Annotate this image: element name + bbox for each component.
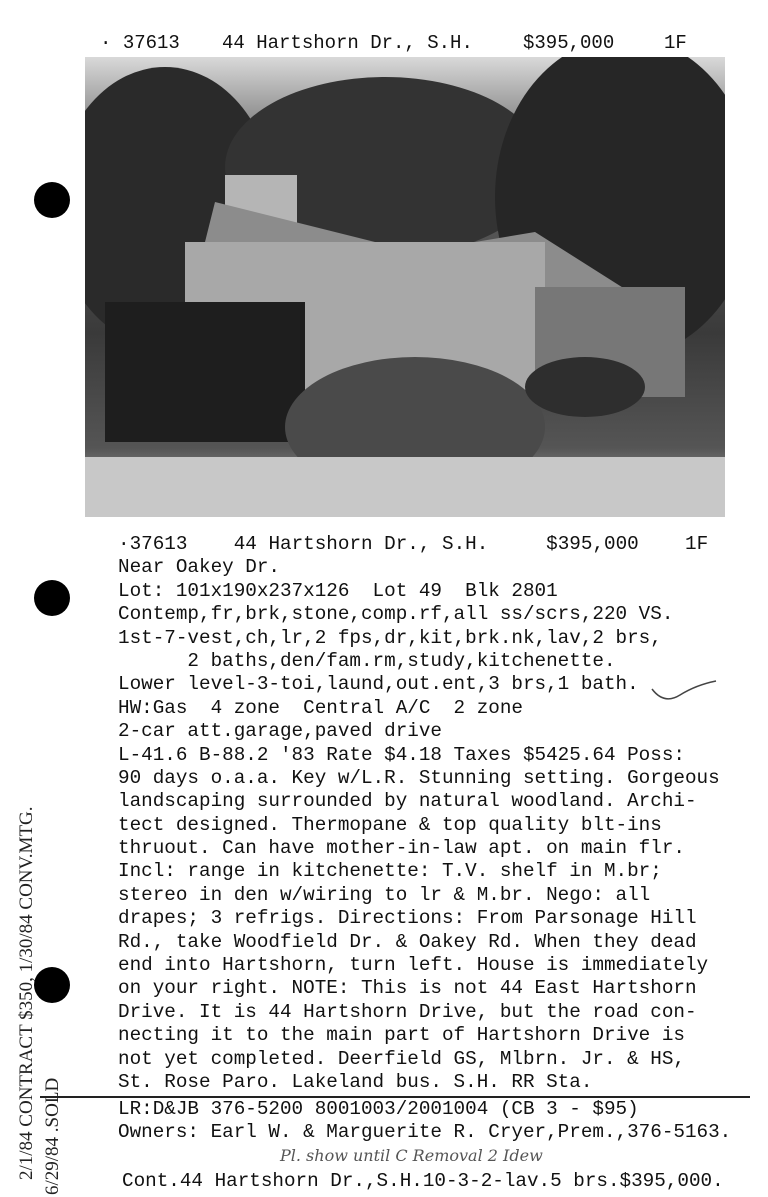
punch-hole [34, 580, 70, 616]
listing-body [118, 533, 720, 1094]
listing-line: necting it to the main part of Hartshorn Drive is [118, 1024, 685, 1047]
listing-line: Contemp,fr,brk,stone,comp.rf,all ss/scrs,220 VS. [118, 603, 674, 626]
footer-summary: Cont.44 Hartshorn Dr.,S.H.10-3-2-lav.5 brs.$395,000. [122, 1170, 724, 1192]
listing-line: thruout. Can have mother-in-law apt. on main flr. [118, 837, 685, 860]
header-address: 44 Hartshorn Dr., S.H. [222, 32, 473, 54]
body-header: ·37613 44 Hartshorn Dr., S.H. $395,000 1F [118, 533, 709, 555]
checkmark-icon [650, 675, 720, 705]
header-listing-no: · 37613 [100, 32, 180, 54]
listing-line: 90 days o.a.a. Key w/L.R. Stunning setting. Gorgeous [118, 766, 720, 789]
listing-line: 1st-7-vest,ch,lr,2 fps,dr,kit,brk.nk,lav,2 brs, [118, 626, 662, 649]
side-note-contract: 2/1/84 CONTRACT $350, 1/30/84 CONV.MTG. [16, 806, 37, 1180]
listing-line: 2-car att.garage,paved drive [118, 720, 442, 743]
listing-line: not yet completed. Deerfield GS, Mlbrn. Jr. & HS, [118, 1047, 685, 1070]
listing-line: drapes; 3 refrigs. Directions: From Parsonage Hill [118, 907, 697, 930]
listing-line: Incl: range in kitchenette: T.V. shelf in M.br; [118, 860, 662, 883]
listing-line: 2 baths,den/fam.rm,study,kitchenette. [118, 649, 616, 672]
contact-block [118, 1098, 731, 1145]
handwritten-note: Pl. show until C Removal 2 Idew [280, 1146, 543, 1165]
listing-line: end into Hartshorn, turn left. House is immediately [118, 954, 709, 977]
listing-line: Near Oakey Dr. [118, 556, 280, 579]
punch-hole [34, 967, 70, 1003]
side-note-sold: 6/29/84 .SOLD [42, 1077, 63, 1195]
house-photo [85, 57, 725, 517]
owners-line: Owners: Earl W. & Marguerite R. Cryer,Prem.,376-5163. [118, 1121, 732, 1144]
punch-hole [34, 182, 70, 218]
listing-line: HW:Gas 4 zone Central A/C 2 zone [118, 696, 523, 719]
header-type: 1F [664, 32, 687, 54]
lr-line: LR:D&JB 376-5200 8001003/2001004 (CB 3 - $95) [118, 1098, 639, 1120]
listing-line: L-41.6 B-88.2 '83 Rate $4.18 Taxes $5425.64 Poss: [118, 743, 685, 766]
listing-line: stereo in den w/wiring to lr & M.br. Nego: all [118, 883, 651, 906]
listing-line: Drive. It is 44 Hartshorn Drive, but the road con- [118, 1000, 697, 1023]
listing-line: landscaping surrounded by natural woodland. Archi- [118, 790, 697, 813]
listing-line: tect designed. Thermopane & top quality blt-ins [118, 813, 662, 836]
listing-line: Lot: 101x190x237x126 Lot 49 Blk 2801 [118, 579, 558, 602]
header-price: $395,000 [523, 32, 615, 54]
listing-line: St. Rose Paro. Lakeland bus. S.H. RR Sta. [118, 1070, 593, 1093]
listing-line: Lower level-3-toi,laund,out.ent,3 brs,1 bath. [118, 673, 639, 696]
listing-line: on your right. NOTE: This is not 44 East Hartshorn [118, 977, 697, 1000]
listing-line: Rd., take Woodfield Dr. & Oakey Rd. When they dead [118, 930, 697, 953]
